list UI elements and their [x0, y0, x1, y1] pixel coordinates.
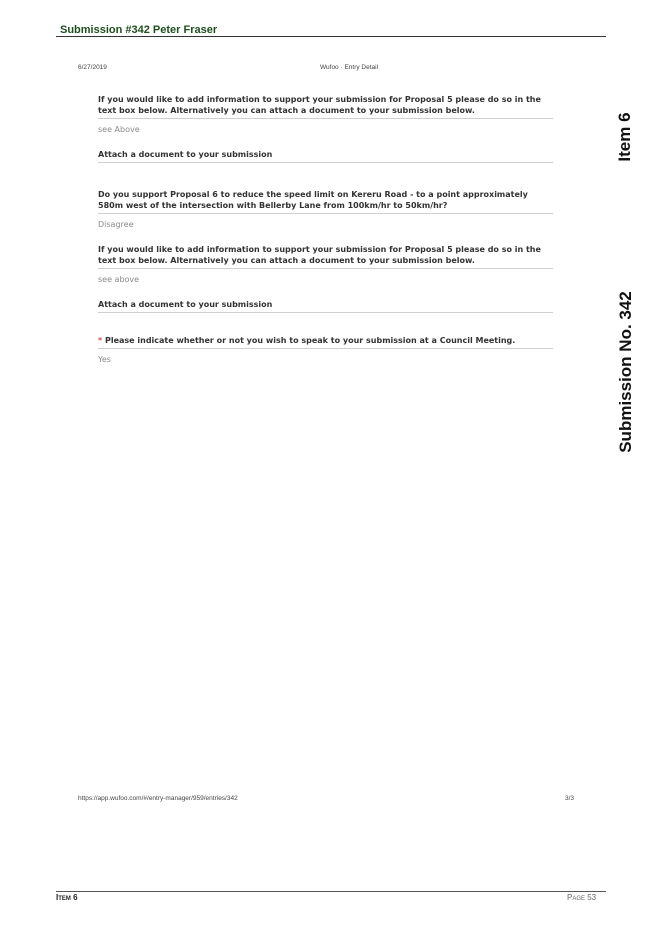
page-header-title: Submission #342 Peter Fraser [60, 24, 218, 36]
attach-document-label: Attach a document to your submission [98, 149, 553, 163]
footer-page-number: Page 53 [567, 893, 597, 902]
answer-proposal5-info-2: see above [98, 275, 140, 284]
side-item-label: Item 6 [615, 112, 634, 162]
header-divider [56, 36, 606, 37]
footer-divider [56, 891, 606, 892]
print-title: Wufoo · Entry Detail [320, 64, 379, 71]
print-url: https://app.wufoo.com/#/entry-manager/959/entries/342 [78, 795, 238, 802]
entry-detail-form [98, 94, 553, 364]
question-proposal6-support: Do you support Proposal 6 to reduce the speed limit on Kereru Road - to a point approximately 580m west of the intersection with Bellerby Lane from 100km/hr to 50km/hr? [98, 189, 553, 214]
footer-item: Item 6 [56, 893, 78, 902]
answer-proposal5-info: see Above [98, 125, 140, 134]
print-date: 6/27/2019 [78, 64, 107, 71]
question-speak-at-meeting-text: Please indicate whether or not you wish to speak to your submission at a Council Meeting. [104, 336, 516, 345]
answer-speak-at-meeting: Yes [98, 355, 111, 364]
answer-proposal6-support: Disagree [98, 220, 134, 229]
side-submission-label: Submission No. 342 [616, 291, 635, 453]
required-marker: * [98, 336, 103, 345]
attach-document-label-2: Attach a document to your submission [98, 299, 553, 313]
question-proposal5-info: If you would like to add information to support your submission for Proposal 5 please do so in the text box below. Alternatively you can attach a document to your submission below. [98, 94, 553, 119]
question-speak-at-meeting [98, 335, 553, 349]
question-proposal5-info-2: If you would like to add information to support your submission for Proposal 5 please do so in the text box below. Alternatively you can attach a document to your submission below. [98, 244, 553, 269]
print-page-count: 3/3 [565, 795, 575, 802]
